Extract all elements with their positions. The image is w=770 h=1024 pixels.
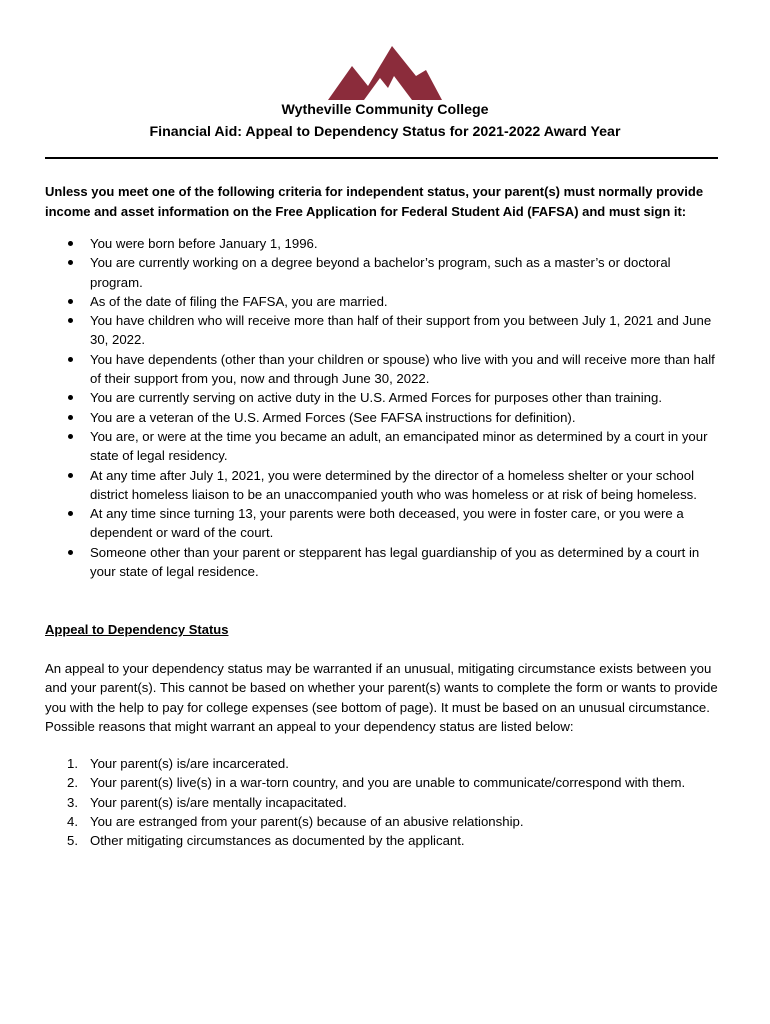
reason-text: Other mitigating circumstances as documented by the applicant. <box>90 833 465 849</box>
document-title: Financial Aid: Appeal to Dependency Status for 2021-2022 Award Year <box>149 124 621 140</box>
list-item <box>45 350 725 389</box>
item-number: 1. <box>67 756 78 771</box>
criteria-list <box>45 234 725 581</box>
list-item <box>45 427 725 466</box>
list-item <box>45 793 725 812</box>
college-name: Wytheville Community College <box>281 102 489 118</box>
reason-text: Your parent(s) is/are mentally incapacitated. <box>90 794 347 810</box>
bullet-icon <box>68 260 73 265</box>
criteria-text: You have children who will receive more than half of their support from you between July 1, 2021 and June 30, 2022. <box>90 313 712 348</box>
criteria-text: You are currently working on a degree beyond a bachelor’s program, such as a master’s or doctoral program. <box>90 255 671 290</box>
item-number: 3. <box>67 794 78 810</box>
reason-text: Your parent(s) live(s) in a war-torn country, and you are unable to communicate/correspond with them. <box>90 775 686 791</box>
criteria-text: As of the date of filing the FAFSA, you are married. <box>90 293 388 309</box>
list-item <box>45 754 725 773</box>
list-item <box>45 831 725 850</box>
criteria-text: At any time since turning 13, your parents were both deceased, you were in foster care, or you were a dependent or ward of the court. <box>90 506 684 541</box>
criteria-text: Someone other than your parent or stepparent has legal guardianship of you as determined by a court in your state of legal residence. <box>90 544 700 580</box>
item-number: 4. <box>67 813 78 829</box>
list-item <box>45 543 725 582</box>
criteria-text: At any time after July 1, 2021, you were determined by the director of a homeless shelter or your school district homeless liaison to be an unaccompanied youth who was homeless or at risk of being homeless. <box>90 467 697 502</box>
list-item <box>45 388 725 407</box>
bullet-icon <box>68 395 73 400</box>
list-item <box>45 408 725 427</box>
list-item <box>45 504 725 543</box>
list-item <box>45 292 725 311</box>
reasons-list <box>45 754 725 850</box>
list-item <box>45 466 725 505</box>
bullet-icon <box>68 357 73 362</box>
bullet-icon <box>68 511 73 516</box>
list-item <box>45 311 725 350</box>
appeal-paragraph: An appeal to your dependency status may be warranted if an unusual, mitigating circumstance exists between you and your parent(s). This cannot be based on whether your parent(s) wants to complete the form or wants to provide you with the help to pay for college expenses (see bottom of page). It must be based on an unusual circumstance. Possible reasons that might warrant an appeal to your dependency status are listed below: <box>45 661 718 734</box>
list-item <box>45 253 725 292</box>
criteria-text: You are, or were at the time you became an adult, an emancipated minor as determined by a court in your state of legal residency. <box>90 428 708 464</box>
item-number: 5. <box>67 833 78 849</box>
bullet-icon <box>68 318 73 323</box>
criteria-text: You are currently serving on active duty in the U.S. Armed Forces for purposes other than training. <box>90 390 662 406</box>
mountain-logo-icon <box>328 46 442 100</box>
item-number: 2. <box>67 775 78 791</box>
bullet-icon <box>68 473 73 478</box>
criteria-text: You have dependents (other than your children or spouse) who live with you and will receive more than half of their support from you, now and through June 30, 2022. <box>90 351 715 387</box>
list-item <box>45 773 725 792</box>
reason-text: Your parent(s) is/are incarcerated. <box>90 756 289 771</box>
bullet-icon <box>68 415 73 420</box>
header-divider <box>45 157 718 159</box>
appeal-heading: Appeal to Dependency Status <box>45 622 229 637</box>
reason-text: You are estranged from your parent(s) because of an abusive relationship. <box>90 813 524 829</box>
criteria-text: You are a veteran of the U.S. Armed Forces (See FAFSA instructions for definition). <box>90 409 576 425</box>
bullet-icon <box>68 550 73 555</box>
list-item <box>45 812 725 831</box>
bullet-icon <box>68 299 73 304</box>
criteria-text: You were born before January 1, 1996. <box>90 236 318 251</box>
intro-paragraph: Unless you meet one of the following criteria for independent status, your parent(s) must normally provide income and asset information on the Free Application for Federal Student Aid (FAFSA) and must sign it: <box>45 184 704 219</box>
bullet-icon <box>68 434 73 439</box>
bullet-icon <box>68 241 73 246</box>
list-item <box>45 234 725 253</box>
